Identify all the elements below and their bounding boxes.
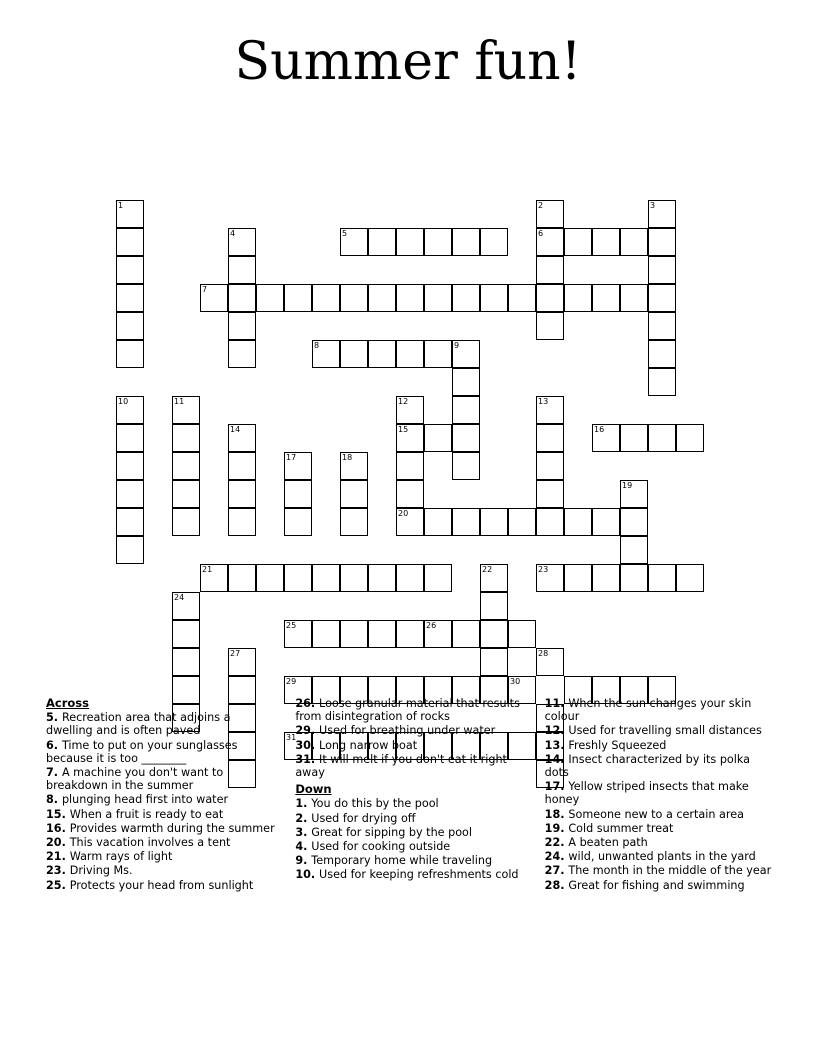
grid-cell[interactable] xyxy=(508,508,536,536)
grid-cell[interactable] xyxy=(284,508,312,536)
grid-cell[interactable] xyxy=(172,480,200,508)
clue-list xyxy=(46,697,776,892)
grid-cell[interactable] xyxy=(592,508,620,536)
grid-cell[interactable] xyxy=(536,564,564,592)
clue-number: 1. xyxy=(295,797,312,811)
clue-text: Cold summer treat xyxy=(568,821,674,835)
cell-number: 12 xyxy=(398,397,409,406)
down-clue xyxy=(295,868,526,881)
cell-number: 24 xyxy=(174,593,185,602)
clue-text: Provides warmth during the summer xyxy=(69,821,275,835)
grid-cell[interactable] xyxy=(340,508,368,536)
cell-number: 8 xyxy=(314,341,320,350)
clue-number: 23. xyxy=(46,864,70,878)
grid-cell[interactable] xyxy=(116,256,144,284)
grid-cell[interactable] xyxy=(172,620,200,648)
clue-number: 9. xyxy=(295,854,312,868)
grid-cell[interactable] xyxy=(620,284,648,312)
clue-number: 18. xyxy=(544,807,569,821)
down-clue xyxy=(545,808,776,821)
clue-number: 24. xyxy=(544,850,569,864)
cell-number: 23 xyxy=(538,565,549,574)
down-clue xyxy=(295,826,526,839)
grid-cell[interactable] xyxy=(480,228,508,256)
clue-text: Freshly Squeezed xyxy=(568,738,667,752)
cell-number: 13 xyxy=(538,397,549,406)
down-clue xyxy=(545,753,776,779)
grid-cell[interactable] xyxy=(312,620,340,648)
grid-cell[interactable] xyxy=(228,312,256,340)
cell-number: 26 xyxy=(426,621,437,630)
across-clue xyxy=(46,822,277,835)
grid-cell[interactable] xyxy=(228,340,256,368)
grid-cell[interactable] xyxy=(620,424,648,452)
across-clue xyxy=(46,879,277,892)
grid-cell[interactable] xyxy=(424,284,452,312)
across-clue xyxy=(295,753,526,779)
clue-text: Used for cooking outside xyxy=(311,840,451,854)
grid-cell[interactable] xyxy=(536,480,564,508)
grid-cell[interactable] xyxy=(116,480,144,508)
clue-text: Insect characterized by its polka dots xyxy=(544,752,751,780)
across-clue xyxy=(295,739,526,752)
grid-cell[interactable] xyxy=(284,620,312,648)
grid-cell[interactable] xyxy=(452,620,480,648)
grid-cell[interactable] xyxy=(172,424,200,452)
grid-cell[interactable] xyxy=(536,200,564,228)
clue-number: 16. xyxy=(46,821,70,835)
grid-cell[interactable] xyxy=(116,452,144,480)
clue-text: Loose granular material that results from disintegration of rocks xyxy=(295,697,520,724)
across-clue xyxy=(46,711,277,737)
grid-cell[interactable] xyxy=(256,284,284,312)
grid-cell[interactable] xyxy=(228,228,256,256)
grid-cell[interactable] xyxy=(284,564,312,592)
down-clue xyxy=(545,739,776,752)
grid-cell[interactable] xyxy=(200,564,228,592)
clue-number: 17. xyxy=(544,780,569,794)
cell-number: 9 xyxy=(454,341,460,350)
clue-text: Recreation area that adjoins a dwelling and is often paved xyxy=(46,711,231,738)
grid-cell[interactable] xyxy=(452,284,480,312)
grid-cell[interactable] xyxy=(228,452,256,480)
grid-cell[interactable] xyxy=(116,508,144,536)
grid-cell[interactable] xyxy=(396,340,424,368)
clue-text: When a fruit is ready to eat xyxy=(69,807,224,821)
clue-number: 29. xyxy=(295,724,320,738)
grid-cell[interactable] xyxy=(368,620,396,648)
grid-cell[interactable] xyxy=(396,620,424,648)
grid-cell[interactable] xyxy=(480,284,508,312)
grid-cell[interactable] xyxy=(396,452,424,480)
grid-cell[interactable] xyxy=(480,508,508,536)
cell-number: 20 xyxy=(398,509,409,518)
down-clue xyxy=(545,822,776,835)
grid-cell[interactable] xyxy=(396,284,424,312)
clue-text: A machine you don't want to breakdown in the summer xyxy=(46,766,224,793)
grid-cell[interactable] xyxy=(116,536,144,564)
clue-text: Driving Ms. xyxy=(69,864,133,878)
down-clue xyxy=(295,797,526,810)
grid-cell[interactable] xyxy=(312,340,340,368)
down-clue xyxy=(545,850,776,863)
clue-number: 15. xyxy=(46,807,70,821)
grid-cell[interactable] xyxy=(284,284,312,312)
grid-cell[interactable] xyxy=(648,340,676,368)
grid-cell[interactable] xyxy=(116,396,144,424)
grid-cell[interactable] xyxy=(536,452,564,480)
cell-number: 15 xyxy=(398,425,409,434)
grid-cell[interactable] xyxy=(172,452,200,480)
cell-number: 27 xyxy=(230,649,241,658)
grid-cell[interactable] xyxy=(424,424,452,452)
clue-text: When the sun changes your skin colour xyxy=(544,697,752,724)
cell-number: 16 xyxy=(594,425,605,434)
grid-cell[interactable] xyxy=(116,200,144,228)
grid-cell[interactable] xyxy=(340,284,368,312)
grid-cell[interactable] xyxy=(536,256,564,284)
grid-cell[interactable] xyxy=(480,620,508,648)
grid-cell[interactable] xyxy=(648,368,676,396)
grid-cell[interactable] xyxy=(424,508,452,536)
grid-cell[interactable] xyxy=(396,424,424,452)
clue-number: 28. xyxy=(544,878,569,892)
grid-cell[interactable] xyxy=(648,200,676,228)
clue-text: Used for breathing under water xyxy=(319,724,496,738)
clue-number: 30. xyxy=(295,738,320,752)
grid-cell[interactable] xyxy=(396,480,424,508)
grid-cell[interactable] xyxy=(228,508,256,536)
down-clue xyxy=(295,812,526,825)
across-clue xyxy=(295,697,526,723)
clue-text: Protects your head from sunlight xyxy=(69,878,254,892)
grid-cell[interactable] xyxy=(648,424,676,452)
clue-number: 14. xyxy=(544,752,569,766)
down-clue xyxy=(545,879,776,892)
cell-number: 10 xyxy=(118,397,129,406)
clue-text: Long narrow boat xyxy=(319,738,418,752)
clue-text: Great for sipping by the pool xyxy=(311,825,472,839)
clue-text: plunging head first into water xyxy=(61,793,229,807)
clue-number: 5. xyxy=(46,711,62,725)
clue-number: 25. xyxy=(46,878,70,892)
grid-cell[interactable] xyxy=(480,564,508,592)
grid-cell[interactable] xyxy=(172,592,200,620)
grid-cell[interactable] xyxy=(536,508,564,536)
clue-number: 2. xyxy=(295,811,312,825)
grid-cell[interactable] xyxy=(228,480,256,508)
grid-cell[interactable] xyxy=(424,228,452,256)
clue-text: Used for keeping refreshments cold xyxy=(319,868,519,882)
clue-number: 21. xyxy=(46,850,70,864)
cell-number: 25 xyxy=(286,621,297,630)
grid-cell[interactable] xyxy=(368,340,396,368)
clue-text: It will melt if you don't eat it right away xyxy=(295,752,507,780)
across-clue xyxy=(46,793,277,806)
grid-cell[interactable] xyxy=(368,284,396,312)
clue-number: 19. xyxy=(544,821,569,835)
clue-number: 7. xyxy=(46,766,62,780)
grid-cell[interactable] xyxy=(284,480,312,508)
grid-cell[interactable] xyxy=(648,256,676,284)
down-clue xyxy=(295,854,526,867)
grid-cell[interactable] xyxy=(340,620,368,648)
clue-text: You do this by the pool xyxy=(311,797,439,811)
grid-cell[interactable] xyxy=(620,480,648,508)
page-title: Summer fun! xyxy=(234,32,582,92)
cell-number: 29 xyxy=(286,677,297,686)
across-clue xyxy=(46,739,277,765)
grid-cell[interactable] xyxy=(340,452,368,480)
grid-cell[interactable] xyxy=(620,508,648,536)
clue-text: The month in the middle of the year xyxy=(568,864,772,878)
grid-cell[interactable] xyxy=(648,564,676,592)
grid-cell[interactable] xyxy=(592,284,620,312)
grid-cell[interactable] xyxy=(452,396,480,424)
grid-cell[interactable] xyxy=(592,228,620,256)
down-clue xyxy=(545,697,776,723)
down-clue xyxy=(545,780,776,806)
grid-cell[interactable] xyxy=(116,424,144,452)
down-clue xyxy=(545,836,776,849)
clue-number: 10. xyxy=(295,868,320,882)
grid-cell[interactable] xyxy=(172,508,200,536)
grid-cell[interactable] xyxy=(116,284,144,312)
across-clue xyxy=(46,766,277,792)
clue-number: 26. xyxy=(295,697,320,710)
clue-text: Temporary home while traveling xyxy=(311,854,493,868)
grid-cell[interactable] xyxy=(340,340,368,368)
grid-cell[interactable] xyxy=(620,536,648,564)
grid-cell[interactable] xyxy=(536,284,564,312)
clue-text: Warm rays of light xyxy=(69,850,173,864)
grid-cell[interactable] xyxy=(452,452,480,480)
clue-text: This vacation involves a tent xyxy=(69,836,231,850)
cell-number: 18 xyxy=(342,453,353,462)
grid-cell[interactable] xyxy=(592,564,620,592)
cell-number: 3 xyxy=(650,201,656,210)
cell-number: 28 xyxy=(538,649,549,658)
clue-number: 31. xyxy=(295,752,320,766)
grid-cell[interactable] xyxy=(452,228,480,256)
grid-cell[interactable] xyxy=(508,620,536,648)
grid-cell[interactable] xyxy=(676,424,704,452)
grid-cell[interactable] xyxy=(228,284,256,312)
grid-cell[interactable] xyxy=(676,564,704,592)
clue-text: Used for travelling small distances xyxy=(568,724,762,738)
grid-cell[interactable] xyxy=(648,312,676,340)
clue-text: Someone new to a certain area xyxy=(568,807,744,821)
clue-number: 22. xyxy=(544,836,569,850)
grid-cell[interactable] xyxy=(396,508,424,536)
grid-cell[interactable] xyxy=(200,284,228,312)
grid-cell[interactable] xyxy=(536,228,564,256)
grid-cell[interactable] xyxy=(536,424,564,452)
grid-cell[interactable] xyxy=(312,564,340,592)
grid-cell[interactable] xyxy=(564,564,592,592)
grid-cell[interactable] xyxy=(228,424,256,452)
grid-cell[interactable] xyxy=(396,396,424,424)
clue-number: 4. xyxy=(295,840,312,854)
grid-cell[interactable] xyxy=(648,228,676,256)
clue-text: wild, unwanted plants in the yard xyxy=(568,850,756,864)
grid-cell[interactable] xyxy=(312,284,340,312)
grid-cell[interactable] xyxy=(116,340,144,368)
grid-cell[interactable] xyxy=(396,228,424,256)
cell-number: 11 xyxy=(174,397,185,406)
grid-cell[interactable] xyxy=(480,648,508,676)
grid-cell[interactable] xyxy=(620,564,648,592)
grid-cell[interactable] xyxy=(228,648,256,676)
cell-number: 22 xyxy=(482,565,493,574)
clue-number: 11. xyxy=(544,697,569,710)
grid-cell[interactable] xyxy=(284,452,312,480)
across-clue xyxy=(46,808,277,821)
grid-cell[interactable] xyxy=(480,592,508,620)
grid-cell[interactable] xyxy=(536,396,564,424)
grid-cell[interactable] xyxy=(340,564,368,592)
across-clue xyxy=(46,864,277,877)
cell-number: 19 xyxy=(622,481,633,490)
cell-number: 2 xyxy=(538,201,544,210)
cell-number: 6 xyxy=(538,229,544,238)
down-clue xyxy=(545,864,776,877)
grid-cell[interactable] xyxy=(116,312,144,340)
across-clue xyxy=(46,836,277,849)
grid-cell[interactable] xyxy=(116,228,144,256)
grid-cell[interactable] xyxy=(508,284,536,312)
grid-cell[interactable] xyxy=(564,284,592,312)
down-heading: Down xyxy=(295,782,332,797)
clue-text: A beaten path xyxy=(568,836,648,850)
grid-cell[interactable] xyxy=(452,508,480,536)
across-heading: Across xyxy=(46,696,89,710)
cell-number: 31 xyxy=(286,733,297,742)
grid-cell[interactable] xyxy=(648,284,676,312)
cell-number: 21 xyxy=(202,565,213,574)
clue-text: Yellow striped insects that make honey xyxy=(544,780,749,807)
grid-cell[interactable] xyxy=(536,312,564,340)
across-clue xyxy=(46,850,277,863)
down-clue xyxy=(545,724,776,737)
clue-number: 6. xyxy=(46,738,62,752)
clue-number: 27. xyxy=(544,864,569,878)
grid-cell[interactable] xyxy=(620,228,648,256)
down-clue xyxy=(295,840,526,853)
grid-cell[interactable] xyxy=(368,228,396,256)
cell-number: 4 xyxy=(230,229,236,238)
grid-cell[interactable] xyxy=(228,256,256,284)
grid-cell[interactable] xyxy=(564,228,592,256)
grid-cell[interactable] xyxy=(564,508,592,536)
clue-number: 20. xyxy=(46,836,70,850)
clue-number: 13. xyxy=(544,738,569,752)
grid-cell[interactable] xyxy=(452,340,480,368)
clue-number: 8. xyxy=(46,793,62,807)
cell-number: 5 xyxy=(342,229,348,238)
grid-cell[interactable] xyxy=(228,564,256,592)
cell-number: 14 xyxy=(230,425,241,434)
cell-number: 1 xyxy=(118,201,124,210)
grid-cell[interactable] xyxy=(424,340,452,368)
grid-cell[interactable] xyxy=(592,424,620,452)
grid-cell[interactable] xyxy=(424,620,452,648)
cell-number: 7 xyxy=(202,285,208,294)
clue-text: Time to put on your sunglasses because it is too ________ xyxy=(46,738,238,765)
cell-number: 30 xyxy=(510,677,521,686)
grid-cell[interactable] xyxy=(340,228,368,256)
clue-text: Great for fishing and swimming xyxy=(568,878,745,892)
grid-cell[interactable] xyxy=(172,396,200,424)
grid-cell[interactable] xyxy=(452,368,480,396)
grid-cell[interactable] xyxy=(536,648,564,676)
cell-number: 17 xyxy=(286,453,297,462)
grid-cell[interactable] xyxy=(424,564,452,592)
grid-cell[interactable] xyxy=(368,564,396,592)
grid-cell[interactable] xyxy=(396,564,424,592)
clue-number: 3. xyxy=(295,825,312,839)
grid-cell[interactable] xyxy=(340,480,368,508)
across-clue xyxy=(295,724,526,737)
grid-cell[interactable] xyxy=(172,648,200,676)
clue-number: 12. xyxy=(544,724,569,738)
grid-cell[interactable] xyxy=(452,424,480,452)
clue-text: Used for drying off xyxy=(311,811,416,825)
grid-cell[interactable] xyxy=(256,564,284,592)
